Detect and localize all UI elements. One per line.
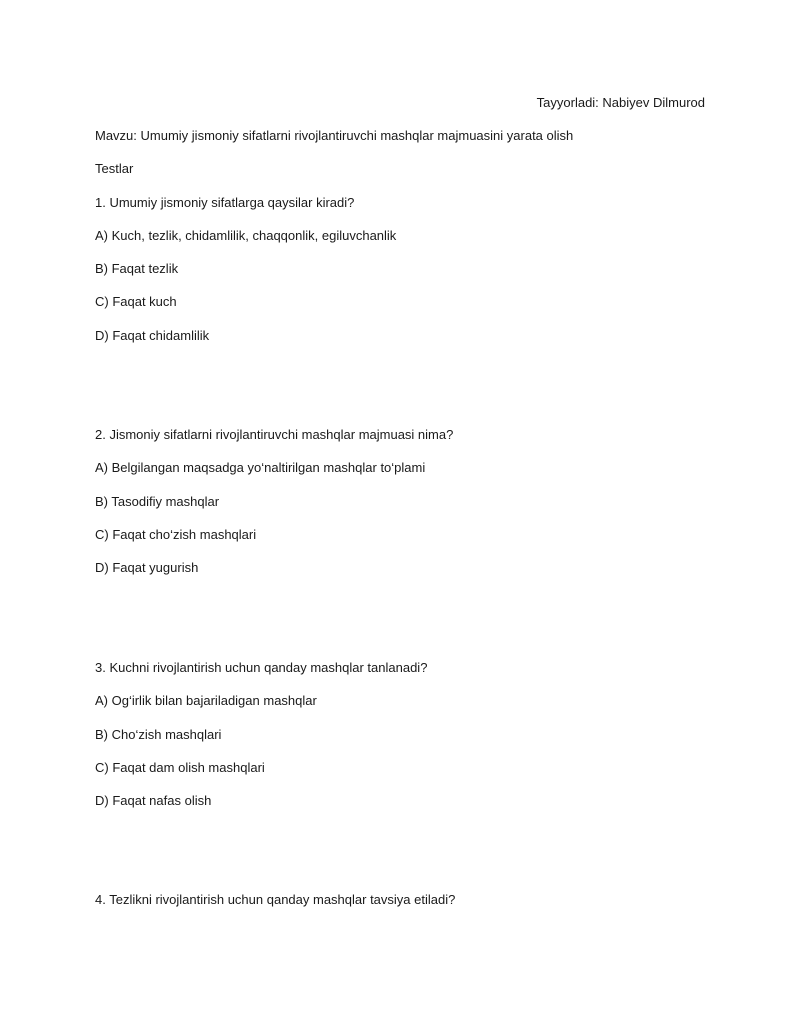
question-3-option-b: B) Cho‘zish mashqlari: [95, 727, 222, 742]
question-3-option-c: C) Faqat dam olish mashqlari: [95, 760, 265, 775]
question-2: 2. Jismoniy sifatlarni rivojlantiruvchi mashqlar majmuasi nima?: [95, 427, 454, 442]
question-3: 3. Kuchni rivojlantirish uchun qanday mashqlar tanlanadi?: [95, 660, 428, 675]
question-2-option-c: C) Faqat cho‘zish mashqlari: [95, 527, 257, 542]
question-2-option-d: D) Faqat yugurish: [95, 560, 199, 575]
question-1: 1. Umumiy jismoniy sifatlarga qaysilar kiradi?: [95, 195, 355, 210]
question-1-option-b: B) Faqat tezlik: [95, 261, 179, 276]
question-4: 4. Tezlikni rivojlantirish uchun qanday mashqlar tavsiya etiladi?: [95, 892, 456, 907]
question-2-option-a: A) Belgilangan maqsadga yo‘naltirilgan mashqlar to‘plami: [95, 460, 426, 475]
section-heading: Testlar: [95, 161, 134, 176]
author-line: Tayyorladi: Nabiyev Dilmurod: [536, 95, 705, 110]
question-1-option-d: D) Faqat chidamlilik: [95, 328, 210, 343]
question-1-option-a: A) Kuch, tezlik, chidamlilik, chaqqonlik, egiluvchanlik: [95, 228, 397, 243]
question-3-option-d: D) Faqat nafas olish: [95, 793, 212, 808]
topic-line: Mavzu: Umumiy jismoniy sifatlarni rivojlantiruvchi mashqlar majmuasini yarata olish: [95, 128, 574, 143]
question-2-option-b: B) Tasodifiy mashqlar: [95, 494, 220, 509]
question-1-option-c: C) Faqat kuch: [95, 294, 177, 309]
question-3-option-a: A) Og‘irlik bilan bajariladigan mashqlar: [95, 693, 317, 708]
